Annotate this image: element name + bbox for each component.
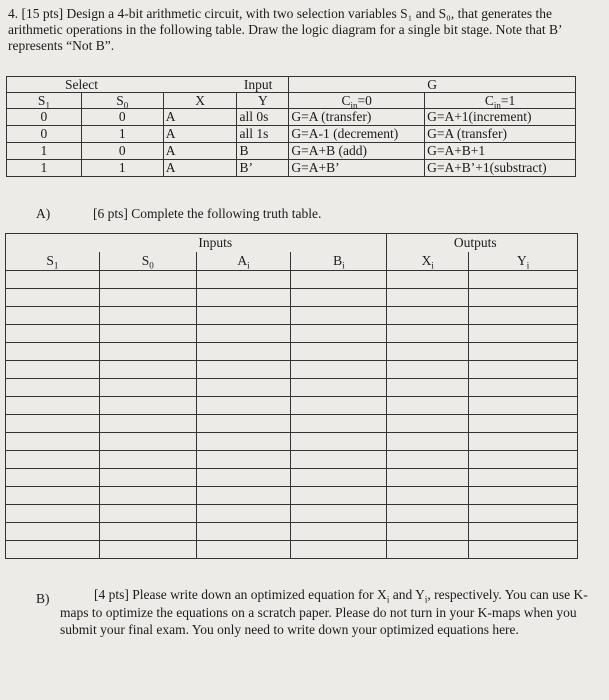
- cell-xi[interactable]: [387, 361, 469, 379]
- cell-s0[interactable]: [99, 487, 196, 505]
- cell-s0[interactable]: [99, 433, 196, 451]
- cell-s0[interactable]: [99, 469, 196, 487]
- cell-yi[interactable]: [469, 541, 578, 559]
- truth-table-row: [6, 415, 578, 433]
- cell-s1[interactable]: [6, 469, 100, 487]
- cell-s0[interactable]: [99, 451, 196, 469]
- truth-table-row: [6, 523, 578, 541]
- cell-bi[interactable]: [291, 469, 387, 487]
- cell-xi[interactable]: [387, 379, 469, 397]
- truth-table-row: [6, 541, 578, 559]
- select-group-header: Select: [7, 77, 164, 93]
- cell-y: B: [237, 143, 289, 160]
- cell-s1[interactable]: [6, 487, 100, 505]
- cell-bi[interactable]: [291, 451, 387, 469]
- truth-table-group-header-row: [6, 234, 578, 253]
- cell-bi[interactable]: [291, 343, 387, 361]
- inputs-group-header: Inputs: [99, 234, 196, 253]
- cell-yi[interactable]: [469, 271, 578, 289]
- part-b-text: You can use K-maps to optimize the equations on a scratch paper. Please do not turn in your K-maps when you submit your final exam. You only need to write down your optimized equations here.: [60, 587, 588, 637]
- operations-row: [7, 143, 576, 160]
- cell-yi[interactable]: [469, 505, 578, 523]
- cell-bi[interactable]: [291, 271, 387, 289]
- truth-table-row: [6, 361, 578, 379]
- cell-s1: 0: [7, 126, 82, 143]
- cell-xi[interactable]: [387, 325, 469, 343]
- cell-s1: 1: [7, 143, 82, 160]
- input-group-header: Input: [163, 77, 289, 93]
- operations-table: [6, 76, 576, 177]
- cell-xi[interactable]: [387, 505, 469, 523]
- truth-table-row: [6, 469, 578, 487]
- cell-yi[interactable]: [469, 433, 578, 451]
- truth-table-row: [6, 451, 578, 469]
- cell-xi[interactable]: [387, 289, 469, 307]
- cell-s1[interactable]: [6, 379, 100, 397]
- operations-row: [7, 109, 576, 126]
- cell-cin1: G=A+1(increment): [425, 109, 576, 126]
- part-a-points: [6 pts]: [93, 206, 128, 221]
- truth-table-row: [6, 343, 578, 361]
- cell-s0: 1: [81, 160, 163, 177]
- cell-yi[interactable]: [469, 451, 578, 469]
- truth-table-body: [6, 271, 578, 559]
- cell-bi[interactable]: [291, 325, 387, 343]
- cell-ai[interactable]: [196, 397, 291, 415]
- part-a-instruction: [93, 206, 321, 222]
- cell-x: A: [163, 109, 237, 126]
- truth-table-row: [6, 433, 578, 451]
- cell-xi[interactable]: [387, 415, 469, 433]
- cell-s0[interactable]: [99, 541, 196, 559]
- g-group-header: G: [289, 77, 576, 93]
- truth-table-row: [6, 487, 578, 505]
- cell-yi[interactable]: [469, 523, 578, 541]
- question-body: Design a 4-bit arithmetic circuit, with two selection variables S₁ and S₀, that generates the arithmetic operations in the following table. Draw the logic diagram for a single bit stage. Note that B’ represents “Not B”.: [8, 6, 562, 53]
- cell-s1[interactable]: [6, 505, 100, 523]
- cell-x: A: [163, 143, 237, 160]
- cell-s0: 0: [81, 109, 163, 126]
- cell-yi[interactable]: [469, 361, 578, 379]
- cell-xi[interactable]: [387, 469, 469, 487]
- cell-cin0: G=A+B’: [289, 160, 425, 177]
- operations-row: [7, 160, 576, 177]
- truth-table-column-header-row: [6, 252, 578, 271]
- cell-xi[interactable]: [387, 307, 469, 325]
- truth-table-row: [6, 505, 578, 523]
- cell-bi[interactable]: [291, 397, 387, 415]
- cell-xi[interactable]: [387, 271, 469, 289]
- col-header-s1: $S_1$: [6, 252, 100, 271]
- cell-s1[interactable]: [6, 361, 100, 379]
- cell-y: all 0s: [237, 109, 289, 126]
- cell-yi[interactable]: [469, 325, 578, 343]
- cell-yi[interactable]: [469, 397, 578, 415]
- cell-xi[interactable]: [387, 541, 469, 559]
- col-header-x: X: [163, 93, 237, 109]
- part-b-instruction: [4 pts] Please write down an optimized equation for $X_i$ and $Y_i$, respectively. You can use K-maps to optimize the equations on a scratch paper. Please do not turn in your K-maps when you submit your final exam. You only need to write down your optimized equations here.: [60, 587, 588, 637]
- cell-bi[interactable]: [291, 433, 387, 451]
- cell-s0[interactable]: [99, 505, 196, 523]
- cell-xi[interactable]: [387, 343, 469, 361]
- operations-column-header-row: [7, 93, 576, 109]
- cell-ai[interactable]: [196, 325, 291, 343]
- cell-ai[interactable]: [196, 523, 291, 541]
- cell-xi[interactable]: [387, 451, 469, 469]
- cell-s1[interactable]: [6, 289, 100, 307]
- cell-bi[interactable]: [291, 289, 387, 307]
- cell-s0[interactable]: [99, 361, 196, 379]
- cell-s0[interactable]: [99, 523, 196, 541]
- cell-ai[interactable]: [196, 415, 291, 433]
- cell-bi[interactable]: [291, 379, 387, 397]
- truth-table-row: [6, 379, 578, 397]
- cell-s1[interactable]: [6, 415, 100, 433]
- cell-s0[interactable]: [99, 271, 196, 289]
- cell-s1[interactable]: [6, 325, 100, 343]
- cell-bi[interactable]: [291, 523, 387, 541]
- cell-s0[interactable]: [99, 415, 196, 433]
- cell-yi[interactable]: [469, 289, 578, 307]
- cell-yi[interactable]: [469, 379, 578, 397]
- cell-cin0: G=A+B (add): [289, 143, 425, 160]
- truth-table-row: [6, 397, 578, 415]
- question-text: [8, 6, 598, 54]
- cell-s1: 1: [7, 160, 82, 177]
- cell-yi[interactable]: [469, 415, 578, 433]
- col-header-yi: $Y_i$: [469, 252, 578, 271]
- cell-s1[interactable]: [6, 451, 100, 469]
- cell-s0[interactable]: [99, 325, 196, 343]
- col-header-cin1: $C_{in}=1$: [425, 93, 576, 109]
- cell-s1: 0: [7, 109, 82, 126]
- cell-xi[interactable]: [387, 523, 469, 541]
- cell-s1[interactable]: [6, 523, 100, 541]
- cell-bi[interactable]: [291, 415, 387, 433]
- cell-x: A: [163, 160, 237, 177]
- col-header-y: Y: [237, 93, 289, 109]
- cell-s1[interactable]: [6, 271, 100, 289]
- cell-ai[interactable]: [196, 289, 291, 307]
- cell-yi[interactable]: [469, 343, 578, 361]
- cell-bi[interactable]: [291, 541, 387, 559]
- cell-ai[interactable]: [196, 343, 291, 361]
- cell-xi[interactable]: [387, 487, 469, 505]
- col-header-s0: $S_0$: [81, 93, 163, 109]
- truth-table-row: [6, 307, 578, 325]
- cell-ai[interactable]: [196, 271, 291, 289]
- cell-ai[interactable]: [196, 451, 291, 469]
- col-header-cin0: $C_{in}=0$: [289, 93, 425, 109]
- cell-cin1: G=A+B+1: [425, 143, 576, 160]
- question-number: 4.: [8, 6, 19, 21]
- part-a-label: A): [36, 206, 51, 221]
- cell-s0: 1: [81, 126, 163, 143]
- col-header-xi: $X_i$: [387, 252, 469, 271]
- cell-cin1: G=A+B’+1(substract): [425, 160, 576, 177]
- cell-bi[interactable]: [291, 487, 387, 505]
- operations-group-header-row: [7, 77, 576, 93]
- cell-s1[interactable]: [6, 307, 100, 325]
- cell-xi[interactable]: [387, 433, 469, 451]
- cell-s1[interactable]: [6, 433, 100, 451]
- truth-table-row: [6, 325, 578, 343]
- col-header-ai: $A_i$: [196, 252, 291, 271]
- truth-table-row: [6, 289, 578, 307]
- cell-s0: 0: [81, 143, 163, 160]
- cell-y: all 1s: [237, 126, 289, 143]
- cell-s0[interactable]: [99, 307, 196, 325]
- outputs-group-header: Outputs: [387, 234, 469, 253]
- cell-xi[interactable]: [387, 397, 469, 415]
- cell-ai[interactable]: [196, 487, 291, 505]
- cell-s0[interactable]: [99, 379, 196, 397]
- truth-table: [5, 233, 578, 559]
- cell-cin1: G=A (transfer): [425, 126, 576, 143]
- cell-ai[interactable]: [196, 505, 291, 523]
- cell-s0[interactable]: [99, 289, 196, 307]
- cell-ai[interactable]: [196, 433, 291, 451]
- cell-yi[interactable]: [469, 307, 578, 325]
- cell-ai[interactable]: [196, 469, 291, 487]
- cell-yi[interactable]: [469, 469, 578, 487]
- cell-ai[interactable]: [196, 379, 291, 397]
- cell-bi[interactable]: [291, 505, 387, 523]
- col-header-s1: $S_1$: [7, 93, 82, 109]
- cell-bi[interactable]: [291, 361, 387, 379]
- cell-s1[interactable]: [6, 541, 100, 559]
- cell-ai[interactable]: [196, 361, 291, 379]
- cell-ai[interactable]: [196, 307, 291, 325]
- truth-table-row: [6, 271, 578, 289]
- cell-bi[interactable]: [291, 307, 387, 325]
- cell-y: B’: [237, 160, 289, 177]
- cell-x: A: [163, 126, 237, 143]
- part-b-label: B): [36, 591, 50, 606]
- cell-s1[interactable]: [6, 343, 100, 361]
- cell-yi[interactable]: [469, 487, 578, 505]
- col-header-s0: $S_0$: [99, 252, 196, 271]
- cell-cin0: G=A-1 (decrement): [289, 126, 425, 143]
- cell-s0[interactable]: [99, 343, 196, 361]
- cell-ai[interactable]: [196, 541, 291, 559]
- part-b-points: [4 pts]: [94, 587, 129, 602]
- cell-s0[interactable]: [99, 397, 196, 415]
- question-points: [15 pts]: [21, 6, 64, 21]
- cell-s1[interactable]: [6, 397, 100, 415]
- operations-row: [7, 126, 576, 143]
- col-header-bi: $B_i$: [291, 252, 387, 271]
- cell-cin0: G=A (transfer): [289, 109, 425, 126]
- part-a-text: Complete the following truth table.: [131, 206, 322, 221]
